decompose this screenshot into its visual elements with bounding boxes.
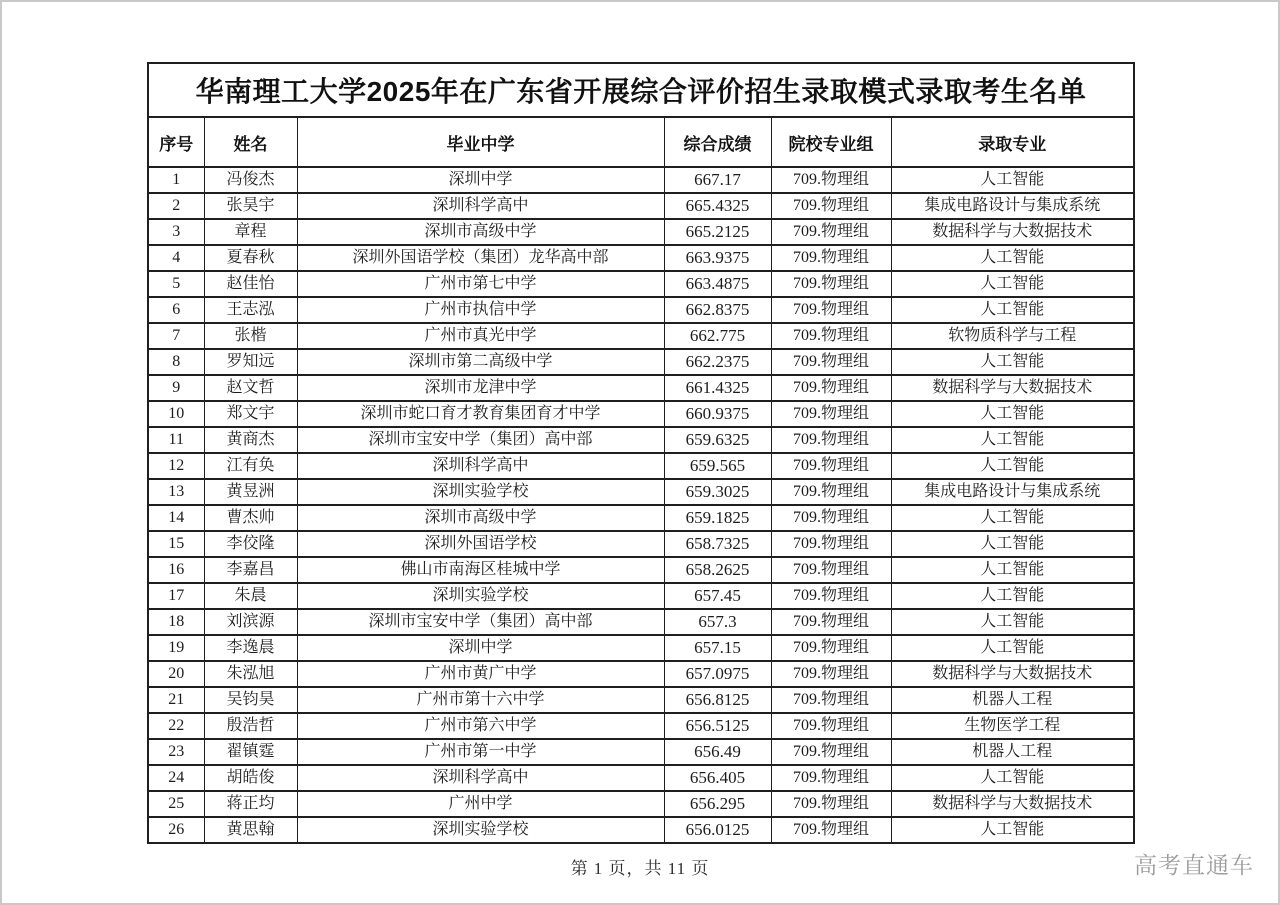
cell-major-group: 709.物理组 — [771, 635, 891, 661]
cell-admitted-major: 人工智能 — [891, 557, 1134, 583]
cell-school: 深圳中学 — [297, 635, 664, 661]
cell-admitted-major: 人工智能 — [891, 453, 1134, 479]
table-row — [148, 817, 1134, 843]
table-row — [148, 609, 1134, 635]
cell-school: 广州市第十六中学 — [297, 687, 664, 713]
cell-index: 5 — [148, 271, 204, 297]
table-row — [148, 167, 1134, 193]
cell-admitted-major: 生物医学工程 — [891, 713, 1134, 739]
cell-major-group: 709.物理组 — [771, 713, 891, 739]
cell-major-group: 709.物理组 — [771, 401, 891, 427]
cell-name: 胡皓俊 — [204, 765, 297, 791]
cell-name: 张楷 — [204, 323, 297, 349]
cell-school: 深圳实验学校 — [297, 583, 664, 609]
table-row — [148, 193, 1134, 219]
table-row — [148, 505, 1134, 531]
admission-list-table — [147, 62, 1135, 844]
cell-index: 25 — [148, 791, 204, 817]
cell-major-group: 709.物理组 — [771, 687, 891, 713]
cell-admitted-major: 人工智能 — [891, 401, 1134, 427]
cell-admitted-major: 人工智能 — [891, 349, 1134, 375]
cell-admitted-major: 人工智能 — [891, 817, 1134, 843]
cell-major-group: 709.物理组 — [771, 739, 891, 765]
cell-score: 657.0975 — [664, 661, 771, 687]
cell-index: 23 — [148, 739, 204, 765]
cell-major-group: 709.物理组 — [771, 791, 891, 817]
watermark: 高考直通车 — [1134, 853, 1254, 878]
cell-name: 赵文哲 — [204, 375, 297, 401]
cell-major-group: 709.物理组 — [771, 323, 891, 349]
cell-score: 663.4875 — [664, 271, 771, 297]
cell-school: 广州市第六中学 — [297, 713, 664, 739]
cell-name: 张昊宇 — [204, 193, 297, 219]
cell-score: 662.8375 — [664, 297, 771, 323]
cell-name: 翟镇霆 — [204, 739, 297, 765]
cell-score: 657.15 — [664, 635, 771, 661]
cell-major-group: 709.物理组 — [771, 245, 891, 271]
cell-name: 黄思翰 — [204, 817, 297, 843]
cell-major-group: 709.物理组 — [771, 661, 891, 687]
cell-name: 曹杰帅 — [204, 505, 297, 531]
cell-name: 吴钧昊 — [204, 687, 297, 713]
cell-index: 14 — [148, 505, 204, 531]
cell-admitted-major: 软物质科学与工程 — [891, 323, 1134, 349]
cell-score: 660.9375 — [664, 401, 771, 427]
table-row — [148, 401, 1134, 427]
cell-major-group: 709.物理组 — [771, 557, 891, 583]
cell-score: 656.49 — [664, 739, 771, 765]
cell-name: 章程 — [204, 219, 297, 245]
cell-school: 深圳科学高中 — [297, 193, 664, 219]
cell-school: 广州市真光中学 — [297, 323, 664, 349]
cell-name: 黄商杰 — [204, 427, 297, 453]
cell-major-group: 709.物理组 — [771, 479, 891, 505]
table-row — [148, 427, 1134, 453]
table-row — [148, 349, 1134, 375]
cell-score: 667.17 — [664, 167, 771, 193]
table-row — [148, 453, 1134, 479]
cell-index: 3 — [148, 219, 204, 245]
page-number: 第 1 页，共 11 页 — [570, 859, 710, 878]
column-header-major-group: 院校专业组 — [771, 117, 891, 167]
cell-school: 深圳外国语学校（集团）龙华高中部 — [297, 245, 664, 271]
document-title: 华南理工大学2025年在广东省开展综合评价招生录取模式录取考生名单 — [148, 63, 1134, 117]
cell-score: 661.4325 — [664, 375, 771, 401]
cell-index: 6 — [148, 297, 204, 323]
cell-major-group: 709.物理组 — [771, 505, 891, 531]
cell-school: 深圳实验学校 — [297, 817, 664, 843]
cell-index: 26 — [148, 817, 204, 843]
table-row — [148, 375, 1134, 401]
cell-score: 659.6325 — [664, 427, 771, 453]
cell-major-group: 709.物理组 — [771, 765, 891, 791]
cell-name: 李逸晨 — [204, 635, 297, 661]
cell-major-group: 709.物理组 — [771, 427, 891, 453]
cell-admitted-major: 人工智能 — [891, 765, 1134, 791]
cell-name: 赵佳怡 — [204, 271, 297, 297]
cell-name: 蒋正均 — [204, 791, 297, 817]
cell-major-group: 709.物理组 — [771, 817, 891, 843]
cell-major-group: 709.物理组 — [771, 271, 891, 297]
cell-index: 2 — [148, 193, 204, 219]
cell-index: 11 — [148, 427, 204, 453]
cell-admitted-major: 人工智能 — [891, 531, 1134, 557]
cell-admitted-major: 人工智能 — [891, 245, 1134, 271]
cell-name: 李佼隆 — [204, 531, 297, 557]
cell-index: 19 — [148, 635, 204, 661]
cell-index: 13 — [148, 479, 204, 505]
cell-admitted-major: 人工智能 — [891, 271, 1134, 297]
cell-name: 江有奂 — [204, 453, 297, 479]
table-row — [148, 271, 1134, 297]
cell-admitted-major: 数据科学与大数据技术 — [891, 375, 1134, 401]
cell-admitted-major: 人工智能 — [891, 167, 1134, 193]
cell-school: 深圳中学 — [297, 167, 664, 193]
cell-school: 深圳市龙津中学 — [297, 375, 664, 401]
cell-school: 深圳市高级中学 — [297, 505, 664, 531]
column-header-index: 序号 — [148, 117, 204, 167]
table-row — [148, 531, 1134, 557]
cell-school: 广州市执信中学 — [297, 297, 664, 323]
cell-school: 广州市第一中学 — [297, 739, 664, 765]
cell-index: 9 — [148, 375, 204, 401]
cell-school: 深圳科学高中 — [297, 453, 664, 479]
cell-admitted-major: 机器人工程 — [891, 687, 1134, 713]
cell-score: 659.3025 — [664, 479, 771, 505]
cell-score: 657.45 — [664, 583, 771, 609]
cell-name: 朱泓旭 — [204, 661, 297, 687]
cell-admitted-major: 人工智能 — [891, 427, 1134, 453]
cell-score: 665.4325 — [664, 193, 771, 219]
cell-index: 24 — [148, 765, 204, 791]
table-row — [148, 557, 1134, 583]
column-header-name: 姓名 — [204, 117, 297, 167]
cell-school: 深圳实验学校 — [297, 479, 664, 505]
cell-score: 656.8125 — [664, 687, 771, 713]
cell-admitted-major: 集成电路设计与集成系统 — [891, 193, 1134, 219]
cell-admitted-major: 人工智能 — [891, 609, 1134, 635]
cell-score: 656.405 — [664, 765, 771, 791]
cell-school: 深圳市宝安中学（集团）高中部 — [297, 427, 664, 453]
cell-index: 17 — [148, 583, 204, 609]
cell-score: 656.295 — [664, 791, 771, 817]
cell-admitted-major: 数据科学与大数据技术 — [891, 661, 1134, 687]
cell-score: 662.775 — [664, 323, 771, 349]
cell-index: 18 — [148, 609, 204, 635]
table-header-row — [148, 117, 1134, 167]
cell-major-group: 709.物理组 — [771, 583, 891, 609]
table-row — [148, 297, 1134, 323]
cell-name: 李嘉昌 — [204, 557, 297, 583]
cell-index: 12 — [148, 453, 204, 479]
cell-score: 658.2625 — [664, 557, 771, 583]
cell-score: 659.565 — [664, 453, 771, 479]
cell-school: 深圳市高级中学 — [297, 219, 664, 245]
cell-name: 殷浩哲 — [204, 713, 297, 739]
cell-major-group: 709.物理组 — [771, 349, 891, 375]
cell-admitted-major: 集成电路设计与集成系统 — [891, 479, 1134, 505]
cell-admitted-major: 人工智能 — [891, 505, 1134, 531]
cell-score: 665.2125 — [664, 219, 771, 245]
cell-index: 1 — [148, 167, 204, 193]
cell-index: 20 — [148, 661, 204, 687]
cell-name: 黄昱洲 — [204, 479, 297, 505]
cell-admitted-major: 数据科学与大数据技术 — [891, 219, 1134, 245]
cell-major-group: 709.物理组 — [771, 453, 891, 479]
cell-index: 22 — [148, 713, 204, 739]
table-body — [148, 167, 1134, 843]
table-row — [148, 713, 1134, 739]
cell-name: 郑文宇 — [204, 401, 297, 427]
cell-index: 10 — [148, 401, 204, 427]
cell-major-group: 709.物理组 — [771, 167, 891, 193]
cell-major-group: 709.物理组 — [771, 375, 891, 401]
admission-list-table-container — [147, 62, 1133, 844]
column-header-score: 综合成绩 — [664, 117, 771, 167]
cell-major-group: 709.物理组 — [771, 531, 891, 557]
column-header-school: 毕业中学 — [297, 117, 664, 167]
column-header-admitted-major: 录取专业 — [891, 117, 1134, 167]
table-row — [148, 687, 1134, 713]
table-row — [148, 245, 1134, 271]
cell-name: 罗知远 — [204, 349, 297, 375]
cell-school: 深圳市宝安中学（集团）高中部 — [297, 609, 664, 635]
cell-major-group: 709.物理组 — [771, 193, 891, 219]
cell-school: 广州中学 — [297, 791, 664, 817]
cell-name: 冯俊杰 — [204, 167, 297, 193]
cell-score: 656.5125 — [664, 713, 771, 739]
cell-school: 深圳市蛇口育才教育集团育才中学 — [297, 401, 664, 427]
cell-name: 王志泓 — [204, 297, 297, 323]
cell-school: 佛山市南海区桂城中学 — [297, 557, 664, 583]
cell-admitted-major: 人工智能 — [891, 583, 1134, 609]
table-row — [148, 323, 1134, 349]
table-row — [148, 219, 1134, 245]
cell-major-group: 709.物理组 — [771, 297, 891, 323]
cell-score: 657.3 — [664, 609, 771, 635]
cell-major-group: 709.物理组 — [771, 219, 891, 245]
cell-name: 朱晨 — [204, 583, 297, 609]
cell-school: 深圳科学高中 — [297, 765, 664, 791]
title-row — [148, 63, 1134, 117]
cell-index: 21 — [148, 687, 204, 713]
cell-name: 夏春秋 — [204, 245, 297, 271]
table-row — [148, 791, 1134, 817]
cell-index: 15 — [148, 531, 204, 557]
table-row — [148, 635, 1134, 661]
cell-school: 广州市黄广中学 — [297, 661, 664, 687]
cell-score: 662.2375 — [664, 349, 771, 375]
cell-score: 659.1825 — [664, 505, 771, 531]
cell-index: 8 — [148, 349, 204, 375]
cell-admitted-major: 人工智能 — [891, 635, 1134, 661]
table-row — [148, 661, 1134, 687]
table-row — [148, 739, 1134, 765]
cell-school: 广州市第七中学 — [297, 271, 664, 297]
cell-major-group: 709.物理组 — [771, 609, 891, 635]
cell-index: 7 — [148, 323, 204, 349]
table-row — [148, 479, 1134, 505]
cell-name: 刘滨源 — [204, 609, 297, 635]
table-row — [148, 583, 1134, 609]
cell-admitted-major: 人工智能 — [891, 297, 1134, 323]
cell-admitted-major: 机器人工程 — [891, 739, 1134, 765]
cell-index: 4 — [148, 245, 204, 271]
cell-admitted-major: 数据科学与大数据技术 — [891, 791, 1134, 817]
cell-score: 663.9375 — [664, 245, 771, 271]
cell-school: 深圳市第二高级中学 — [297, 349, 664, 375]
cell-score: 658.7325 — [664, 531, 771, 557]
cell-school: 深圳外国语学校 — [297, 531, 664, 557]
table-row — [148, 765, 1134, 791]
cell-index: 16 — [148, 557, 204, 583]
cell-score: 656.0125 — [664, 817, 771, 843]
